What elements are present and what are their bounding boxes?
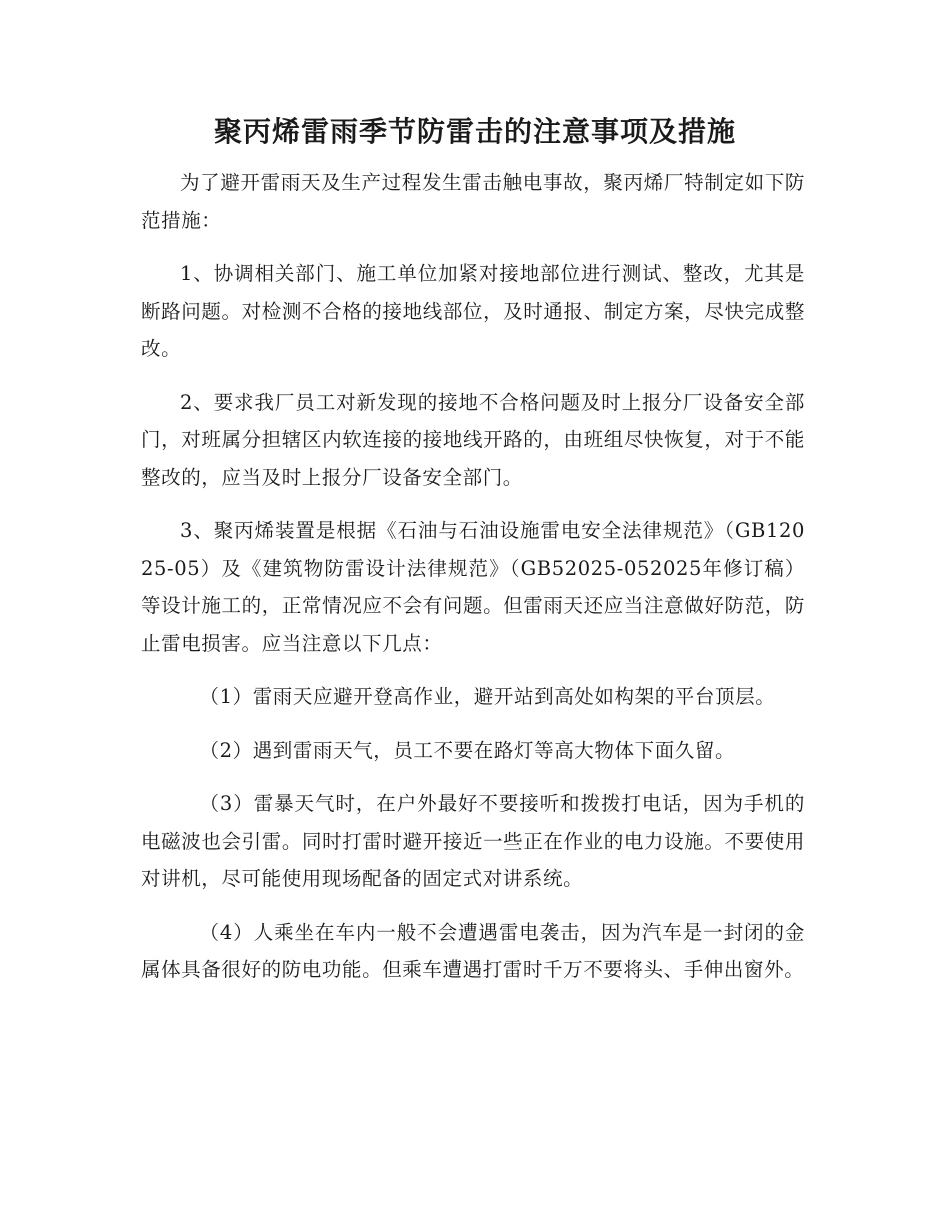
precaution-item-4: （4）人乘坐在车内一般不会遭遇雷电袭击，因为汽车是一封闭的金属体具备很好的防电功能。但乘车遭遇打雷时千万不要将头、手伸出窗外。 <box>141 920 805 981</box>
document-title: 聚丙烯雷雨季节防雷击的注意事项及措施 <box>213 115 736 148</box>
precaution-item-3: （3）雷暴天气时，在户外最好不要接听和拨拨打电话，因为手机的电磁波也会引雷。同时打雷时避开接近一些正在作业的电力设施。不要使用对讲机，尽可能使用现场配备的固定式对讲系统。 <box>141 792 805 890</box>
measure-paragraph-3: 3、聚丙烯装置是根据《石油与石油设施雷电安全法律规范》（GB12025-05）及《建筑物防雷设计法律规范》（GB52025-052025年修订稿）等设计施工的，正常情况应不会有问题。但雷雨天还应当注意做好防范，防止雷电损害。应当注意以下几点： <box>141 519 805 655</box>
measure-paragraph-1: 1、协调相关部门、施工单位加紧对接地部位进行测试、整改，尤其是断路问题。对检测不合格的接地线部位，及时通报、制定方案，尽快完成整改。 <box>141 262 805 360</box>
document-body <box>141 164 805 1005</box>
precaution-item-2: （2）遇到雷雨天气，员工不要在路灯等高大物体下面久留。 <box>199 738 736 762</box>
measure-paragraph-2: 2、要求我厂员工对新发现的接地不合格问题及时上报分厂设备安全部门，对班属分担辖区内软连接的接地线开路的，由班组尽快恢复，对于不能整改的，应当及时上报分厂设备安全部门。 <box>141 390 805 489</box>
intro-paragraph: 为了避开雷雨天及生产过程发生雷击触电事故，聚丙烯厂特制定如下防范措施： <box>141 171 805 232</box>
precaution-item-1: （1）雷雨天应避开登高作业，避开站到高处如构架的平台顶层。 <box>199 685 776 708</box>
